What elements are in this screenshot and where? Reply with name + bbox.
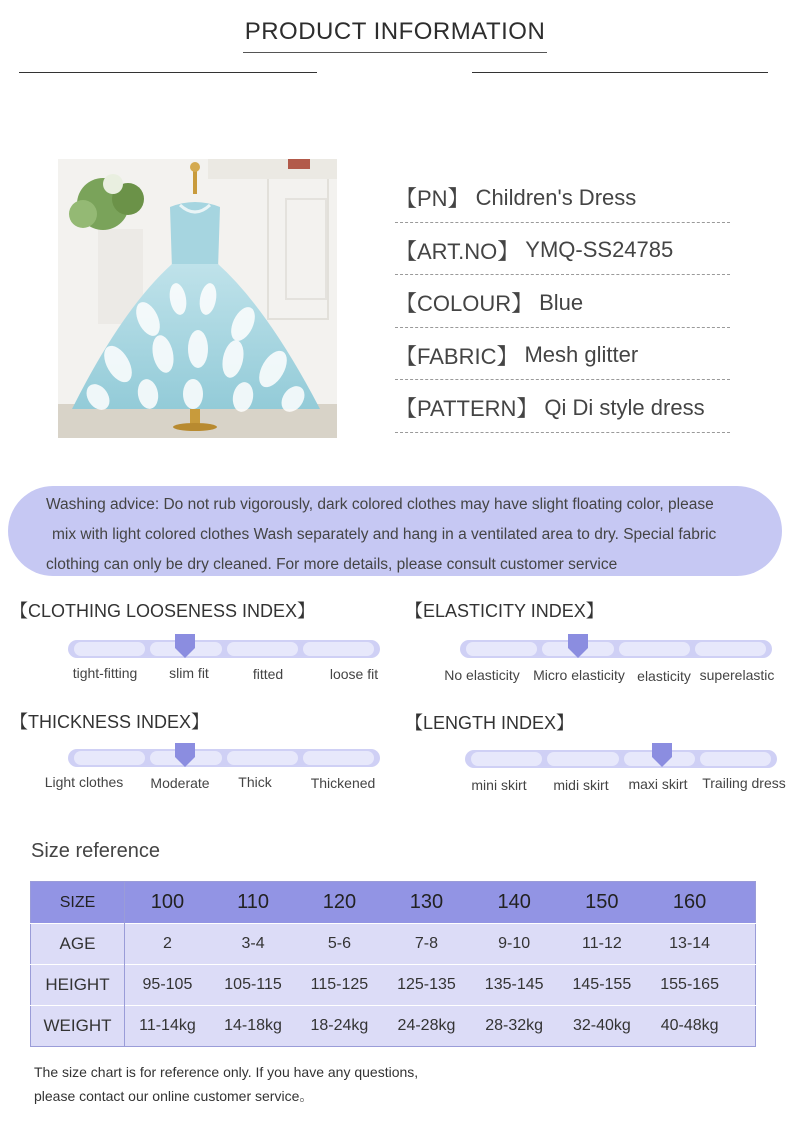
track-segment bbox=[74, 751, 145, 765]
info-key: 【PN】 bbox=[395, 186, 470, 212]
thickness-option-selected: Moderate bbox=[150, 775, 210, 791]
table-cell: 11-12 bbox=[558, 924, 646, 965]
table-cell: 120 bbox=[296, 882, 382, 924]
table-cell: 100 bbox=[125, 882, 210, 924]
thickness-index-track bbox=[68, 749, 380, 767]
table-spacer bbox=[734, 882, 756, 924]
table-cell: 5-6 bbox=[296, 924, 382, 965]
info-key: 【COLOUR】 bbox=[395, 291, 534, 317]
table-cell: 32-40kg bbox=[558, 1006, 646, 1047]
looseness-option: loose fit bbox=[329, 666, 379, 682]
table-row-weight bbox=[31, 1006, 756, 1047]
info-row-colour bbox=[395, 275, 730, 328]
table-cell: 155-165 bbox=[646, 965, 734, 1006]
elasticity-index-title: 【ELASTICITY INDEX】 bbox=[405, 601, 604, 621]
table-cell: 160 bbox=[646, 882, 734, 924]
table-spacer bbox=[734, 1006, 756, 1047]
table-cell: 13-14 bbox=[646, 924, 734, 965]
info-value: YMQ-SS24785 bbox=[525, 237, 674, 263]
row-header: SIZE bbox=[31, 882, 125, 924]
row-header: AGE bbox=[31, 924, 125, 965]
table-cell: 110 bbox=[210, 882, 296, 924]
size-reference-title: Size reference bbox=[31, 840, 160, 862]
header-divider-right bbox=[472, 72, 768, 73]
length-option: Trailing dress bbox=[702, 775, 786, 791]
length-marker-icon bbox=[652, 743, 672, 767]
table-cell: 18-24kg bbox=[296, 1006, 382, 1047]
looseness-marker-icon bbox=[175, 634, 195, 658]
info-value: Children's Dress bbox=[475, 184, 637, 210]
thickness-option: Thickened bbox=[310, 775, 376, 791]
thickness-option: Thick bbox=[238, 774, 272, 790]
track-segment bbox=[303, 751, 374, 765]
track-segment bbox=[619, 642, 690, 656]
looseness-index-title: 【CLOTHING LOOSENESS INDEX】 bbox=[10, 601, 316, 621]
length-option-selected: maxi skirt bbox=[628, 776, 688, 792]
washing-advice bbox=[8, 486, 782, 576]
table-cell: 24-28kg bbox=[383, 1006, 471, 1047]
track-segment bbox=[227, 642, 298, 656]
table-cell: 140 bbox=[470, 882, 558, 924]
table-cell: 105-115 bbox=[210, 965, 296, 1006]
row-header: WEIGHT bbox=[31, 1006, 125, 1047]
page-title bbox=[0, 18, 790, 53]
table-cell: 14-18kg bbox=[210, 1006, 296, 1047]
table-cell: 125-135 bbox=[383, 965, 471, 1006]
elasticity-index-track bbox=[460, 640, 772, 658]
info-value: Blue bbox=[539, 289, 584, 315]
thickness-marker-icon bbox=[175, 743, 195, 767]
size-note bbox=[34, 1060, 418, 1108]
looseness-option-selected: slim fit bbox=[169, 665, 209, 681]
table-row-height bbox=[31, 965, 756, 1006]
track-segment bbox=[700, 752, 771, 766]
length-index-track bbox=[465, 750, 777, 768]
info-row-pattern bbox=[395, 380, 730, 433]
elasticity-option: No elasticity bbox=[444, 667, 520, 683]
thickness-option: Light clothes bbox=[44, 774, 124, 790]
table-cell: 9-10 bbox=[470, 924, 558, 965]
info-key: 【PATTERN】 bbox=[395, 396, 539, 422]
track-segment bbox=[227, 751, 298, 765]
washing-advice-line: clothing can only be dry cleaned. For more details, please consult customer service bbox=[46, 556, 618, 573]
washing-advice-line: mix with light colored clothes Wash separately and hang in a ventilated area to dry. Special fabric bbox=[52, 526, 717, 543]
elasticity-option: superelastic bbox=[699, 667, 775, 683]
track-segment bbox=[547, 752, 618, 766]
length-index-title: 【LENGTH INDEX】 bbox=[405, 713, 575, 733]
page-title-text: PRODUCT INFORMATION bbox=[243, 18, 548, 53]
size-note-line: please contact our online customer service。 bbox=[34, 1088, 314, 1104]
dress-illustration bbox=[58, 159, 337, 438]
table-cell: 11-14kg bbox=[125, 1006, 210, 1047]
size-table bbox=[30, 881, 756, 1047]
thickness-index-title: 【THICKNESS INDEX】 bbox=[10, 712, 210, 732]
table-cell: 145-155 bbox=[558, 965, 646, 1006]
track-segment bbox=[74, 642, 145, 656]
table-spacer bbox=[734, 965, 756, 1006]
elasticity-option: elasticity bbox=[637, 668, 691, 684]
product-info-list bbox=[395, 170, 730, 433]
info-key: 【ART.NO】 bbox=[395, 238, 520, 264]
table-cell: 130 bbox=[383, 882, 471, 924]
table-cell: 40-48kg bbox=[646, 1006, 734, 1047]
row-header: HEIGHT bbox=[31, 965, 125, 1006]
looseness-index-track bbox=[68, 640, 380, 658]
table-row-age bbox=[31, 924, 756, 965]
table-cell: 95-105 bbox=[125, 965, 210, 1006]
table-cell: 135-145 bbox=[470, 965, 558, 1006]
header-divider-left bbox=[19, 72, 317, 73]
length-option: midi skirt bbox=[553, 777, 609, 793]
washing-advice-line: Washing advice: Do not rub vigorously, dark colored clothes may have slight floating color, please bbox=[46, 496, 714, 513]
track-segment bbox=[695, 642, 766, 656]
table-cell: 2 bbox=[125, 924, 210, 965]
info-value: Qi Di style dress bbox=[544, 394, 705, 420]
table-cell: 115-125 bbox=[296, 965, 382, 1006]
table-row-size bbox=[31, 882, 756, 924]
info-key: 【FABRIC】 bbox=[395, 343, 519, 369]
info-row-pn bbox=[395, 170, 730, 223]
elasticity-option-selected: Micro elasticity bbox=[533, 667, 625, 683]
length-option: mini skirt bbox=[471, 777, 527, 793]
info-value: Mesh glitter bbox=[524, 342, 639, 368]
table-cell: 7-8 bbox=[383, 924, 471, 965]
looseness-option: fitted bbox=[252, 666, 284, 682]
size-note-line: The size chart is for reference only. If you have any questions, bbox=[34, 1064, 419, 1080]
table-cell: 150 bbox=[558, 882, 646, 924]
track-segment bbox=[303, 642, 374, 656]
product-photo bbox=[58, 159, 337, 438]
table-cell: 28-32kg bbox=[470, 1006, 558, 1047]
track-segment bbox=[471, 752, 542, 766]
table-spacer bbox=[734, 924, 756, 965]
track-segment bbox=[466, 642, 537, 656]
info-row-art-no bbox=[395, 223, 730, 276]
table-cell: 3-4 bbox=[210, 924, 296, 965]
looseness-option: tight-fitting bbox=[72, 665, 138, 681]
info-row-fabric bbox=[395, 328, 730, 381]
elasticity-marker-icon bbox=[568, 634, 588, 658]
